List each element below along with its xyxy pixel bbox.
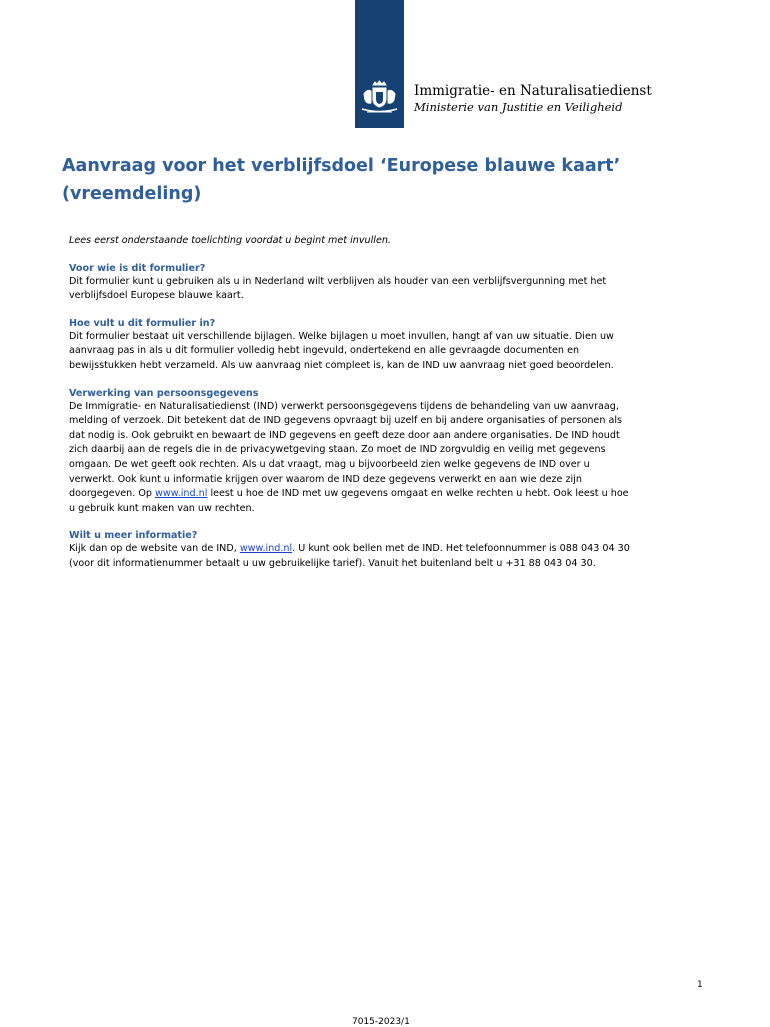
text-line: verwerkt. Ook kunt u informatie krijgen over waarom de IND deze gegevens verwerkt en aan wie deze zijn [69, 473, 582, 485]
section-privacy [69, 387, 705, 517]
instructions-body [69, 234, 705, 585]
text-line: omgaan. De wet geeft ook rechten. Als u dat vraagt, mag u bijvoorbeeld zien welke gegevens de IND over u [69, 458, 590, 470]
section-heading: Voor wie is dit formulier? [69, 262, 206, 274]
text-line [69, 487, 705, 502]
text-line: Dit formulier kunt u gebruiken als u in Nederland wilt verblijven als houder van een verblijfsvergunning met het [69, 275, 607, 287]
page-title [62, 152, 722, 208]
text-line: verblijfsdoel Europese blauwe kaart. [69, 290, 244, 302]
text-line: (voor dit informatienummer betaalt u uw gebruikelijke tarief). Vanuit het buitenland belt u +31 88 043 04 30. [69, 557, 596, 569]
section-text [69, 400, 705, 517]
section-more-info [69, 529, 705, 571]
ind-website-link[interactable]: www.ind.nl [239, 543, 293, 555]
intro-text: Lees eerst onderstaande toelichting voordat u begint met invullen. [69, 235, 391, 246]
section-text [69, 275, 705, 304]
section-heading: Verwerking van persoonsgegevens [69, 387, 259, 399]
text-line: dat nodig is. Ook gebruikt en bewaart de IND gegevens en geeft deze door aan andere organisaties. De IND houdt [69, 429, 620, 441]
logo-ribbon [355, 0, 404, 128]
form-code: 7015-2023/1 [352, 1017, 410, 1027]
section-who [69, 262, 705, 304]
text-line: bewijsstukken hebt verzameld. Als uw aanvraag niet compleet is, kan de IND uw aanvraag niet goed beoordelen. [69, 359, 614, 371]
section-heading: Wilt u meer informatie? [69, 530, 198, 542]
text-segment: doorgegeven. Op [69, 488, 156, 500]
section-text [69, 330, 705, 374]
page-number: 1 [697, 980, 703, 990]
text-line: Dit formulier bestaat uit verschillende bijlagen. Welke bijlagen u moet invullen, hangt af van uw situatie. Dien uw [69, 330, 614, 342]
text-line: zich daarbij aan de regels die in de privacywetgeving staan. Zo moet de IND zorgvuldig en veilig met gegevens [69, 444, 606, 456]
ind-website-link[interactable]: www.ind.nl [155, 488, 208, 500]
text-segment: Kijk dan op de website van de IND, [69, 543, 240, 555]
section-how [69, 317, 705, 374]
text-line: u gebruik kunt maken van uw rechten. [69, 502, 255, 514]
text-line: aanvraag pas in als u dit formulier volledig hebt ingevuld, ondertekend en alle gevraagde documenten en [69, 345, 580, 357]
text-line: melding of verzoek. Dit betekent dat de IND gegevens opvraagt bij uzelf en bij andere organisaties of personen als [69, 415, 622, 427]
text-segment: . U kunt ook bellen met de IND. Het telefoonnummer is 088 043 04 30 [292, 543, 630, 555]
ministry-name: Ministerie van Justitie en Veiligheid [414, 100, 623, 114]
title-line: (vreemdeling) [62, 184, 202, 204]
coat-of-arms-icon [359, 80, 400, 116]
organization-name: Immigratie- en Naturalisatiedienst [414, 83, 652, 99]
text-line: De Immigratie- en Naturalisatiedienst (IND) verwerkt persoonsgegevens tijdens de behandeling van uw aanvraag, [69, 400, 619, 412]
title-line: Aanvraag voor het verblijfsdoel ‘Europese blauwe kaart’ [62, 156, 621, 176]
section-text [69, 542, 705, 571]
text-line [69, 542, 705, 557]
text-segment: leest u hoe de IND met uw gegevens omgaat en welke rechten u hebt. Ook leest u hoe [207, 488, 629, 500]
section-heading: Hoe vult u dit formulier in? [69, 317, 216, 329]
